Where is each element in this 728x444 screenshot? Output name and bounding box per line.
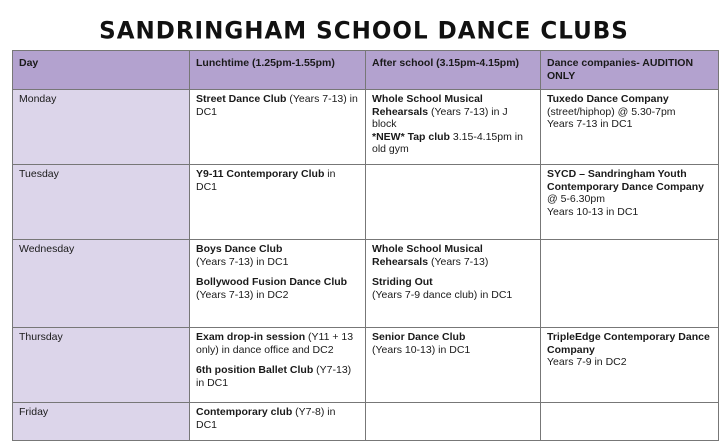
header-lunchtime: Lunchtime (1.25pm-1.55pm): [190, 51, 366, 90]
day-cell-wednesday: Wednesday: [13, 240, 190, 328]
day-cell-tuesday: Tuesday: [13, 165, 190, 240]
cell-friday-lunch: [190, 403, 366, 441]
club-name: Striding Out: [372, 276, 433, 288]
cell-wednesday-lunch: [190, 240, 366, 328]
club-detail: (Years 7-13) in DC2: [196, 288, 289, 301]
club-detail: 3.15-4.15pm in old gym: [372, 130, 523, 155]
club-detail: (Years 7-9 dance club) in DC1: [372, 288, 513, 301]
club-name: Exam drop-in session: [196, 331, 306, 343]
club-detail: (Y7-8) in DC1: [196, 406, 336, 431]
company-name: TripleEdge Contemporary Dance Company: [547, 331, 710, 356]
company-years: Years 10-13 in DC1: [547, 205, 639, 218]
header-day: Day: [13, 51, 190, 90]
club-detail: (Y11 + 13 only) in dance office and DC2: [196, 331, 354, 356]
table-row-thursday: [13, 328, 719, 403]
entry-exam: [196, 331, 359, 356]
entry-ballet: [196, 364, 359, 389]
header-row: [13, 51, 719, 90]
club-detail: (Y7-13) in DC1: [196, 364, 352, 389]
day-cell-thursday: Thursday: [13, 328, 190, 403]
cell-monday-lunch: [190, 90, 366, 165]
company-detail: @ 5-6.30pm: [547, 193, 605, 205]
cell-monday-after: [366, 90, 541, 165]
table-row-monday: [13, 90, 719, 165]
club-name: Whole School Musical Rehearsals: [372, 93, 483, 118]
club-name: Contemporary club: [196, 406, 293, 418]
club-detail: (Years 7-13) in DC1: [196, 255, 289, 268]
company-detail: Years 7-9 in DC2: [547, 356, 627, 368]
cell-wednesday-after: [366, 240, 541, 328]
cell-tuesday-after: [366, 165, 541, 240]
club-name: Bollywood Fusion Dance Club: [196, 276, 348, 288]
cell-wednesday-company: [541, 240, 719, 328]
page-title: SANDRINGHAM SCHOOL DANCE CLUBS: [99, 17, 629, 45]
club-name: Boys Dance Club: [196, 243, 283, 255]
company-years: Years 7-13 in DC1: [547, 118, 633, 130]
company-name: Tuxedo Dance Company: [547, 93, 669, 105]
club-name: Y9-11 Contemporary Club: [196, 168, 325, 180]
day-cell-friday: Friday: [13, 403, 190, 441]
club-name: Street Dance Club: [196, 93, 287, 105]
club-name: Whole School Musical Rehearsals: [372, 243, 483, 268]
entry-musical: [372, 93, 534, 131]
entry-musical: [372, 243, 534, 268]
cell-thursday-after: [366, 328, 541, 403]
company-detail: (street/hiphop) @ 5.30-7pm: [547, 105, 676, 118]
header-dance-companies: Dance companies- AUDITION ONLY: [541, 51, 719, 90]
table-row-wednesday: [13, 240, 719, 328]
cell-thursday-company: [541, 328, 719, 403]
header-after-school: After school (3.15pm-4.15pm): [366, 51, 541, 90]
cell-thursday-lunch: [190, 328, 366, 403]
club-name: *NEW* Tap club: [372, 130, 450, 143]
club-detail: (Years 7-13) in DC1: [196, 93, 358, 118]
cell-monday-company: [541, 90, 719, 165]
entry-tap: [372, 131, 534, 156]
cell-friday-company: [541, 403, 719, 441]
club-detail: (Years 10-13) in DC1: [372, 343, 471, 356]
club-detail: (Years 7-13): [428, 255, 489, 268]
table-row-tuesday: [13, 165, 719, 240]
company-name: SYCD – Sandringham Youth Contemporary Dance Company: [547, 168, 704, 193]
club-name: Senior Dance Club: [372, 331, 466, 343]
day-cell-monday: Monday: [13, 90, 190, 165]
club-name: 6th position Ballet Club: [196, 364, 314, 376]
club-detail: (Years 7-13) in J block: [372, 105, 508, 130]
club-detail: in DC1: [196, 168, 336, 193]
dance-clubs-table: [12, 50, 719, 441]
table-row-friday: [13, 403, 719, 441]
cell-tuesday-company: [541, 165, 719, 240]
cell-tuesday-lunch: [190, 165, 366, 240]
cell-friday-after: [366, 403, 541, 441]
